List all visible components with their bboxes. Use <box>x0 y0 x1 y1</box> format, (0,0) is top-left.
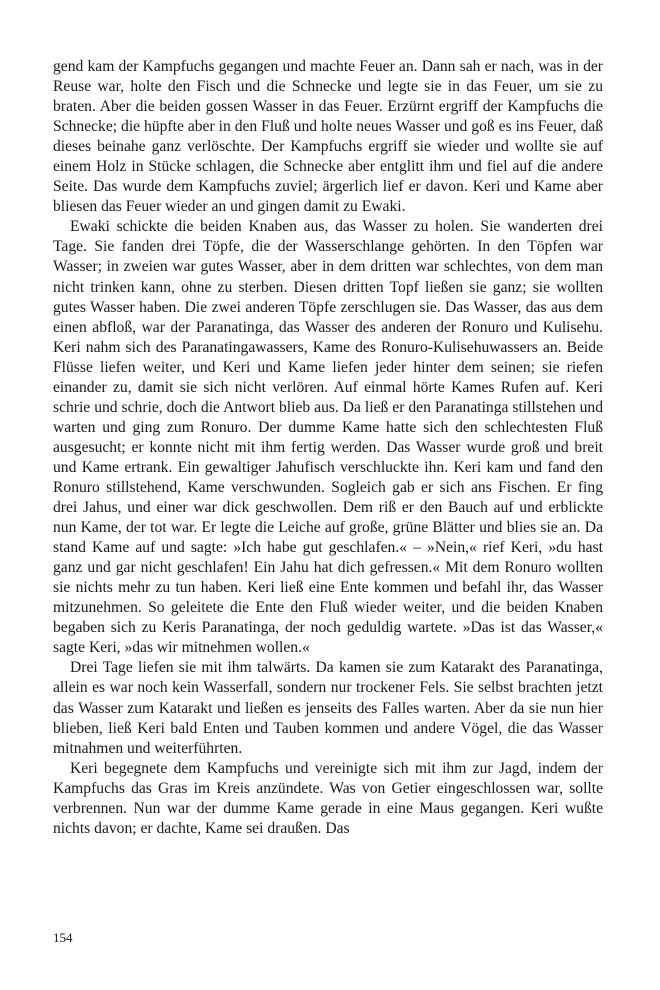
paragraph-2: Ewaki schickte die beiden Knaben aus, das Wasser zu holen. Sie wanderten drei Tage. Sie fanden drei Töpfe, die der Wasserschlange gehörten. In den Töpfen war Wasser; in zweien war gutes Wasser, aber in dem dritten war schlechtes, von dem man nicht trinken kann, ohne zu sterben. Diesen dritten Topf ließen sie ganz; sie wollten gutes Wasser haben. Die zwei anderen Töpfe zerschlugen sie. Das Wasser, das aus dem einen abfloß, war der Paranatinga, das Wasser des anderen der Ronuro und Kulisehu. Keri nahm sich des Paranatingawassers, Kame des Ronuro-Kulisehuwassers an. Beide Flüsse liefen weiter, und Keri und Kame liefen jeder hinter dem seinen; sie riefen einander zu, damit sie sich nicht verlören. Auf einmal hörte Kames Rufen auf. Keri schrie und schrie, doch die Antwort blieb aus. Da ließ er den Paranatinga stillstehen und warten und ging zum Ronuro. Der dumme Kame hatte sich den schlechtesten Fluß ausgesucht; er konnte nicht mit ihm fertig werden. Das Wasser wurde groß und breit und Kame ertrank. Ein gewaltiger Jahufisch verschluckte ihn. Keri kam und fand den Ronuro stillstehend, Kame verschwunden. Sogleich gab er sich ans Fischen. Er fing drei Jahus, und einer war dick geschwollen. Dem riß er den Bauch auf und erblickte nun Kame, der tot war. Er legte die Leiche auf große, grüne Blätter und blies sie an. Da stand Kame auf und sagte: »Ich habe gut geschlafen.« – »Nein,« rief Keri, »du hast ganz und gar nicht geschlafen! Ein Jahu hat dich gefressen.« Mit dem Ronuro wollten sie nichts mehr zu tun haben. Keri ließ eine Ente kommen und befahl ihr, das Wasser mitzunehmen. So geleitete die Ente den Fluß wieder weiter, und die beiden Knaben begaben sich zu Keris Paranatinga, der noch geduldig wartete. »Das ist das Wasser,« sagte Keri, »das wir mitnehmen wollen.« <box>53 218 603 657</box>
paragraph-3: Drei Tage liefen sie mit ihm talwärts. Da kamen sie zum Katarakt des Paranatinga, allein es war noch kein Wasserfall, sondern nur trockener Fels. Sie selbst brachten jetzt das Wasser zum Katarakt und ließen es jenseits des Falles warten. Aber da sie nun hier blieben, ließ Keri bald Enten und Tauben kommen und andere Vögel, die das Wasser mitnahmen und weiterführten. <box>53 659 603 757</box>
paragraph-1: gend kam der Kampfuchs gegangen und machte Feuer an. Dann sah er nach, was in der Reuse war, holte den Fisch und die Schnecke und legte sie in das Feuer, um sie zu braten. Aber die beiden gossen Wasser in das Feuer. Erzürnt ergriff der Kampfuchs die Schnecke; die hüpfte aber in den Fluß und holte neues Wasser und goß es ins Feuer, daß dieses beinahe ganz verlöschte. Der Kampfuchs ergriff sie wieder und wollte sie auf einem Holz in Stücke schlagen, die Schnecke aber entglitt ihm und fiel auf die andere Seite. Das wurde dem Kampfuchs zuviel; ärgerlich lief er davon. Keri und Kame aber bliesen das Feuer wieder an und gingen damit zu Ewaki. <box>53 58 603 216</box>
paragraph-4: Keri begegnete dem Kampfuchs und vereinigte sich mit ihm zur Jagd, indem der Kampfuchs das Gras im Kreis anzündete. Was von Getier eingeschlossen war, sollte verbrennen. Nun war der dumme Kame gerade in eine Maus gegangen. Keri wußte nichts davon; er dachte, Kame sei draußen. Das <box>53 759 603 837</box>
page-body <box>53 57 603 839</box>
page-number: 154 <box>53 930 73 945</box>
